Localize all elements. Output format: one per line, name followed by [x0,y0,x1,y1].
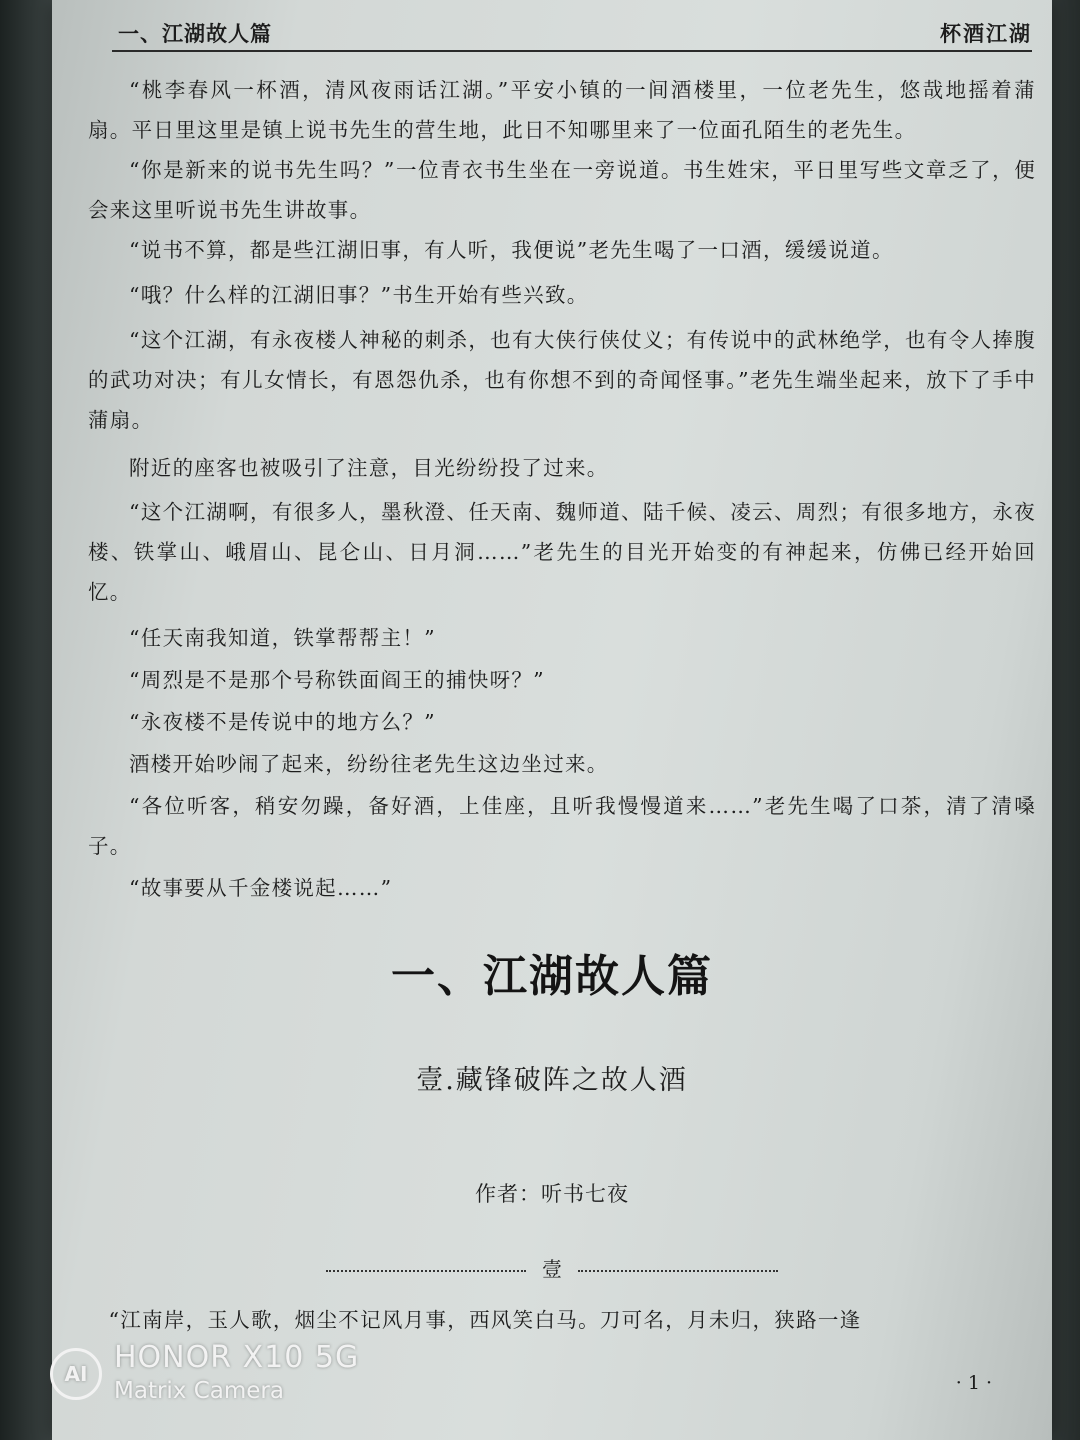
header-book-title: 杯酒江湖 [940,21,1032,46]
watermark-device: HONOR X10 5G [114,1340,360,1375]
ai-camera-icon: AI [50,1348,102,1400]
paragraph: “任天南我知道，铁掌帮帮主！” [129,626,436,650]
chapter-title: 一、江湖故人篇 [391,951,713,1002]
divider-label: 壹 [542,1257,562,1281]
paragraph: “桃李春风一杯酒，清风夜雨话江湖。”平安小镇的一间酒楼里，一位老先生，悠哉地摇着蒲扇。平日里这里是镇上说书先生的营生地，此日不知哪里来了一位面孔陌生的老先生。 [88,78,1036,142]
section-divider [52,1253,1052,1282]
divider-rule-right [578,1270,778,1272]
book-page [52,0,1052,1440]
header-chapter: 一、江湖故人篇 [118,21,272,46]
watermark-camera: Matrix Camera [114,1378,284,1404]
paragraph: “哦？什么样的江湖旧事？”书生开始有些兴致。 [129,283,589,307]
divider-rule-left [326,1270,526,1272]
page-number: · 1 · [955,1372,992,1394]
paragraph: 酒楼开始吵闹了起来，纷纷往老先生这边坐过来。 [129,752,609,776]
paragraph: “说书不算，都是些江湖旧事，有人听，我便说”老先生喝了一口酒，缓缓说道。 [129,238,894,262]
paragraph: “这个江湖，有永夜楼人神秘的刺杀，也有大侠行侠仗义；有传说中的武林绝学，也有令人捧腹的武功对决；有儿女情长，有恩怨仇杀，也有你想不到的奇闻怪事。”老先生端坐起来，放下了手中蒲扇。 [88,328,1036,432]
paragraph: “你是新来的说书先生吗？”一位青衣书生坐在一旁说道。书生姓宋，平日里写些文章乏了，便会来这里听说书先生讲故事。 [88,158,1036,222]
paragraph: “周烈是不是那个号称铁面阎王的捕快呀？” [129,668,545,692]
paragraph: “江南岸，玉人歌，烟尘不记风月事，西风笑白马。刀可名，月未归，狭路一逢 [108,1308,862,1332]
paragraph: “永夜楼不是传说中的地方么？” [129,710,436,734]
running-header [112,14,1032,52]
paragraph: 附近的座客也被吸引了注意，目光纷纷投了过来。 [129,456,609,480]
paragraph: “各位听客，稍安勿躁，备好酒，上佳座，且听我慢慢道来……”老先生喝了口茶，清了清嗓子。 [88,794,1036,858]
author-line: 作者：听书七夜 [475,1182,629,1206]
paragraph: “这个江湖啊，有很多人，墨秋澄、任天南、魏师道、陆千候、凌云、周烈；有很多地方，永夜楼、铁掌山、峨眉山、昆仑山、日月洞……”老先生的目光开始变的有神起来，仿佛已经开始回忆。 [88,500,1036,604]
section-title: 壹.藏锋破阵之故人酒 [416,1065,688,1096]
paragraph: “故事要从千金楼说起……” [129,876,393,900]
